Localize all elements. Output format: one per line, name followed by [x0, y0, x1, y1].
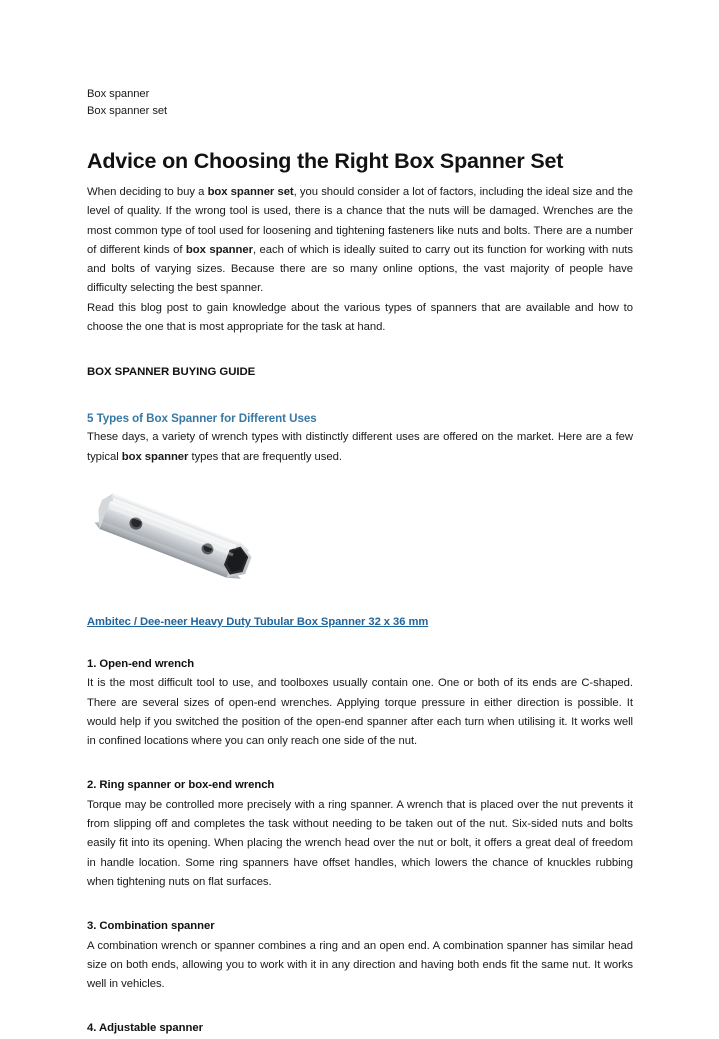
- second-paragraph: Read this blog post to gain knowledge about the various types of spanners that are available and how to choose the one that is most appropriate for the task at hand.: [87, 301, 633, 334]
- breadcrumb-box-spanner-set: Box spanner set: [87, 104, 168, 117]
- intro-text-part2: , you should consider a lot of factors, including the ideal size and the level of quality. If the wrong tool is used, there is a chance that the nuts will be damaged. Wrenches are the most common type of tool used for loosening and tightening fasteners like nuts and bolts. There are a number of different kinds of: [87, 186, 633, 256]
- item-heading-adjustable-spanner: 4. Adjustable spanner: [87, 1022, 203, 1035]
- item-body-ring-spanner: Torque may be controlled more precisely with a ring spanner. A wrench that is placed over the nut prevents it from slipping off and completes the task without needing to be taken out of the nut. Six-sided nuts and bolts easily fit into its opening. When placing the wrench head over the nut or bolt, it offers a great deal of freedom in handle location. Some ring spanners have offset handles, which lowers the chance of knuckles rubbing when tightening nuts on flat surfaces.: [87, 798, 633, 888]
- types-intro-part1: These days, a variety of wrench types with distinctly different uses are offered on the market. Here are a few typical: [87, 431, 633, 463]
- intro-bold-box-spanner-set: box spanner set: [207, 186, 294, 198]
- item-heading-open-end-wrench: 1. Open-end wrench: [87, 657, 195, 670]
- buying-guide-heading: BOX SPANNER BUYING GUIDE: [87, 366, 256, 379]
- intro-text-part3: , each of which is ideally suited to carry out its function for working with nuts and bolts of varying sizes. Because there are so many online options, the vast majority of people have difficulty selecting the best spanner.: [87, 243, 633, 295]
- breadcrumb-box-spanner: Box spanner: [87, 88, 150, 100]
- item-body-combination-spanner: A combination wrench or spanner combines a ring and an open end. A combination spanner has similar head size on both ends, allowing you to work with it in any direction and having both ends fit the same nut. It works well in vehicles.: [87, 939, 633, 991]
- item-body-open-end-wrench: It is the most difficult tool to use, and toolboxes usually contain one. One or both of its ends are C-shaped. There are several sizes of open-end wrenches. Applying torque pressure in either direction is possible. It would help if you switched the position of the open-end spanner after each turn when utilising it. It works well in confined locations where you can only reach one side of the nut.: [87, 677, 633, 748]
- page-title: Advice on Choosing the Right Box Spanner Set: [87, 149, 564, 173]
- item-heading-ring-spanner: 2. Ring spanner or box-end wrench: [87, 779, 275, 792]
- types-section-heading: 5 Types of Box Spanner for Different Uses: [87, 412, 317, 426]
- intro-bold-box-spanner: box spanner: [185, 243, 253, 256]
- intro-paragraph: [87, 183, 633, 299]
- intro-text-part1: When deciding to buy a: [87, 186, 208, 198]
- tubular-box-spanner-photo: [87, 481, 287, 602]
- tubular-box-spanner-illustration: [87, 481, 287, 602]
- types-section-intro: [87, 428, 633, 467]
- document-content: [87, 86, 633, 1039]
- figure-caption-link[interactable]: Ambitec / Dee-neer Heavy Duty Tubular Box Spanner 32 x 36 mm: [87, 615, 429, 628]
- types-intro-part2: types that are frequently used.: [188, 450, 342, 463]
- item-heading-combination-spanner: 3. Combination spanner: [87, 920, 215, 933]
- types-intro-bold: box spanner: [121, 450, 189, 463]
